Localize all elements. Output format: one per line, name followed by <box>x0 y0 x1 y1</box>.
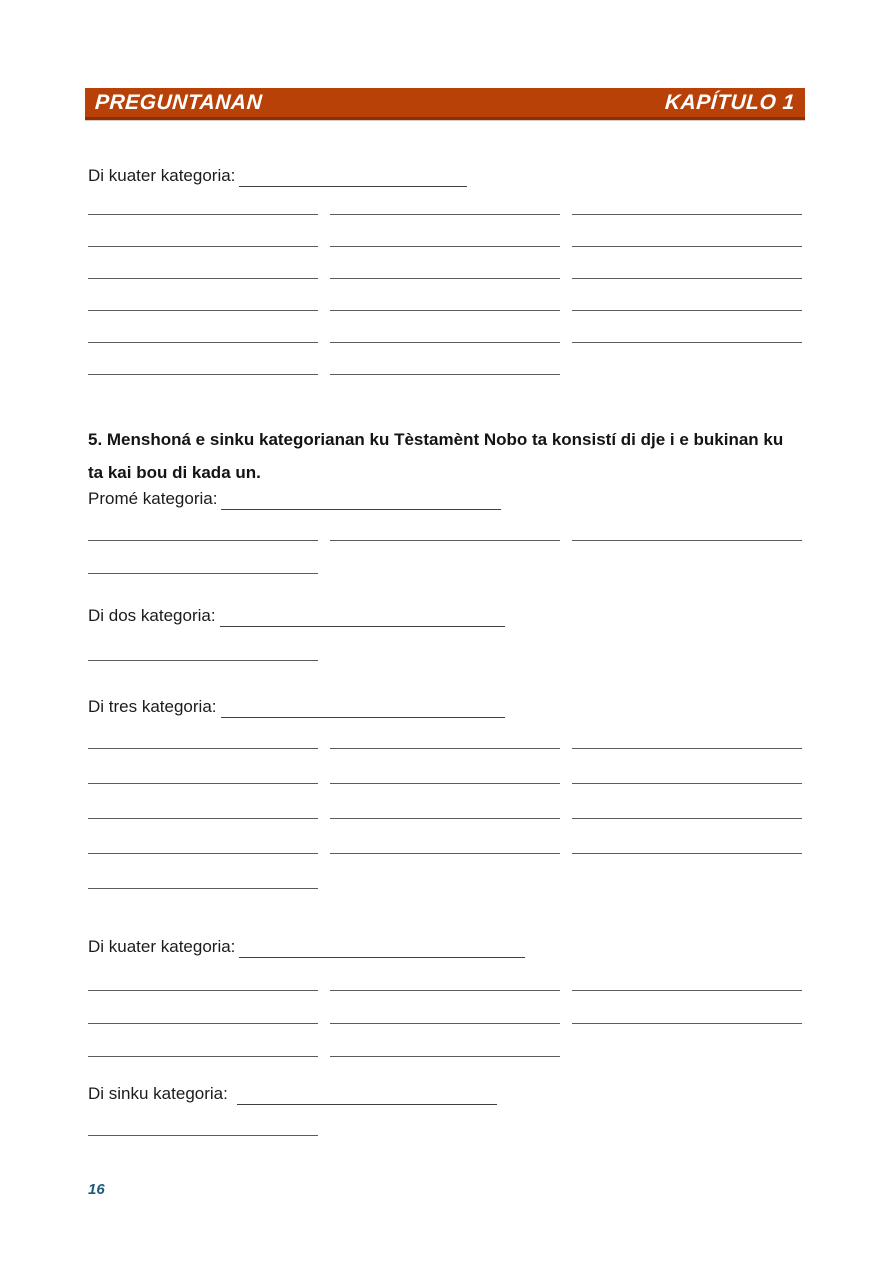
answer-row <box>88 748 802 783</box>
answer-blank-line <box>88 957 318 991</box>
answer-blank-line <box>88 1023 318 1057</box>
label-text: Di dos kategoria: <box>88 606 216 625</box>
answer-blank-line <box>572 507 802 541</box>
answer-row <box>88 214 802 246</box>
answer-row <box>88 278 802 310</box>
question-5-line1: 5. Menshoná e sinku kategorianan ku Tèstamènt Nobo ta konsistí di dje i e bukinan ku <box>88 430 784 449</box>
answer-blank-line <box>88 214 318 247</box>
answer-row <box>88 182 802 214</box>
answer-blank-line <box>88 310 318 343</box>
answer-grid-sinku <box>88 1102 802 1135</box>
answer-row <box>88 627 802 660</box>
header-chapter-label: KAPÍTULO 1 <box>664 90 796 114</box>
answer-blank-line <box>88 342 318 375</box>
label-text: Di sinku kategoria: <box>88 1084 228 1103</box>
answer-blank-line <box>330 182 560 215</box>
chapter-header-bar <box>85 88 805 120</box>
label-text: Promé kategoria: <box>88 489 218 508</box>
answer-blank-line <box>330 713 560 749</box>
answer-row <box>88 507 802 540</box>
answer-blank-line <box>572 818 802 854</box>
answer-row <box>88 1023 802 1056</box>
page-number: 16 <box>88 1181 105 1198</box>
answer-blank-line <box>88 182 318 215</box>
answer-row <box>88 246 802 278</box>
answer-blank-line <box>572 783 802 819</box>
answer-blank-line <box>330 342 560 375</box>
answer-blank-line <box>572 278 802 311</box>
answer-blank-line <box>330 818 560 854</box>
answer-blank-line <box>572 990 802 1024</box>
answer-blank-line <box>572 246 802 279</box>
answer-row <box>88 818 802 853</box>
answer-blank-line <box>330 310 560 343</box>
answer-row <box>88 990 802 1023</box>
answer-row <box>88 853 802 888</box>
answer-row <box>88 540 802 573</box>
answer-row <box>88 783 802 818</box>
label-di-kuater-kategoria <box>88 935 525 958</box>
answer-blank-inline <box>239 934 525 958</box>
answer-blank-line <box>330 783 560 819</box>
question-5-text <box>88 423 808 489</box>
answer-blank-line <box>330 957 560 991</box>
answer-blank-line <box>88 783 318 819</box>
label-di-dos-kategoria <box>88 604 505 627</box>
answer-blank-line <box>330 1023 560 1057</box>
answer-blank-line <box>330 278 560 311</box>
answer-blank-line <box>572 214 802 247</box>
answer-blank-line <box>88 627 318 661</box>
answer-grid-dos <box>88 627 802 660</box>
header-title-preguntanan: PREGUNTANAN <box>94 90 264 114</box>
answer-blank-line <box>330 246 560 279</box>
answer-blank-line <box>88 507 318 541</box>
answer-blank-line <box>88 748 318 784</box>
answer-blank-line <box>572 957 802 991</box>
answer-blank-line <box>330 748 560 784</box>
answer-blank-line <box>88 540 318 574</box>
answer-grid-kuater-top <box>88 182 802 374</box>
answer-row <box>88 713 802 748</box>
answer-blank-line <box>88 853 318 889</box>
label-text: Di tres kategoria: <box>88 697 217 716</box>
answer-blank-line <box>572 310 802 343</box>
answer-blank-line <box>88 246 318 279</box>
answer-blank-line <box>572 748 802 784</box>
answer-row <box>88 1102 802 1135</box>
answer-blank-line <box>330 214 560 247</box>
answer-blank-line <box>572 182 802 215</box>
label-text: Di kuater kategoria: <box>88 937 236 956</box>
answer-blank-line <box>330 507 560 541</box>
answer-blank-line <box>88 818 318 854</box>
answer-grid-prome <box>88 507 802 573</box>
answer-blank-line <box>88 278 318 311</box>
answer-row <box>88 957 802 990</box>
answer-blank-line <box>88 713 318 749</box>
answer-row <box>88 342 802 374</box>
question-5-line2: ta kai bou di kada un. <box>88 463 261 482</box>
answer-row <box>88 310 802 342</box>
answer-blank-line <box>330 990 560 1024</box>
answer-blank-line <box>88 1102 318 1136</box>
answer-grid-tres <box>88 713 802 888</box>
answer-grid-kuater <box>88 957 802 1056</box>
answer-blank-line <box>572 713 802 749</box>
answer-blank-inline <box>220 603 505 627</box>
answer-blank-line <box>88 990 318 1024</box>
label-text: Di kuater kategoria: <box>88 166 236 185</box>
